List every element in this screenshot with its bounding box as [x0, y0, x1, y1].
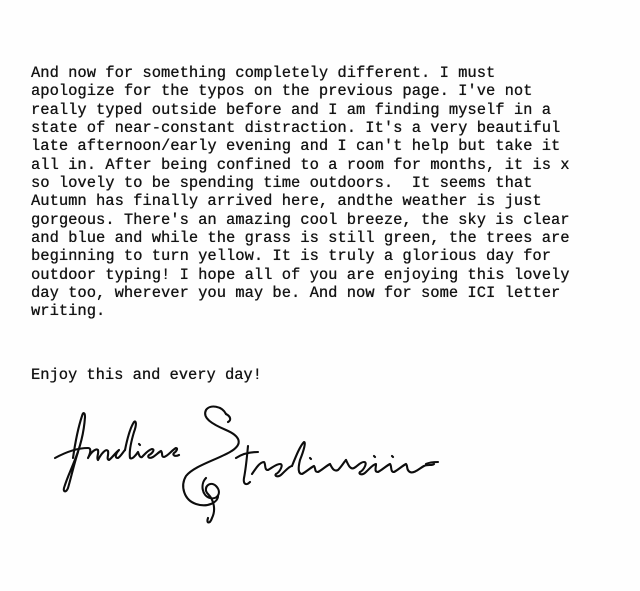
- handwritten-signature: [30, 400, 450, 540]
- letter-line: writing.: [31, 302, 106, 321]
- letter-body: [31, 64, 631, 321]
- letter-line: late afternoon/early evening and I can't help but take it: [31, 137, 561, 156]
- letter-line: Autumn has finally arrived here, andthe weather is just: [31, 192, 542, 211]
- letter-line: and blue and while the grass is still green, the trees are: [31, 229, 570, 248]
- letter-line: all in. After being confined to a room for months, it is x: [31, 155, 570, 174]
- letter-line: so lovely to be spending time outdoors. It seems that: [31, 174, 533, 193]
- letter-line: beginning to turn yellow. It is truly a glorious day for: [31, 247, 552, 266]
- letter-line: And now for something completely different. I must: [31, 64, 496, 82]
- letter-line: gorgeous. There's an amazing cool breeze, the sky is clear: [31, 210, 570, 229]
- letter-line: day too, wherever you may be. And now for some ICI letter: [31, 284, 561, 303]
- letter-line: really typed outside before and I am finding myself in a: [31, 100, 552, 119]
- letter-line: state of near-constant distraction. It's a very beautiful: [31, 119, 561, 138]
- letter-closing: Enjoy this and every day!: [31, 366, 262, 384]
- letter-line: apologize for the typos on the previous page. I've not: [31, 82, 533, 101]
- letter-line: outdoor typing! I hope all of you are enjoying this lovely: [31, 265, 570, 284]
